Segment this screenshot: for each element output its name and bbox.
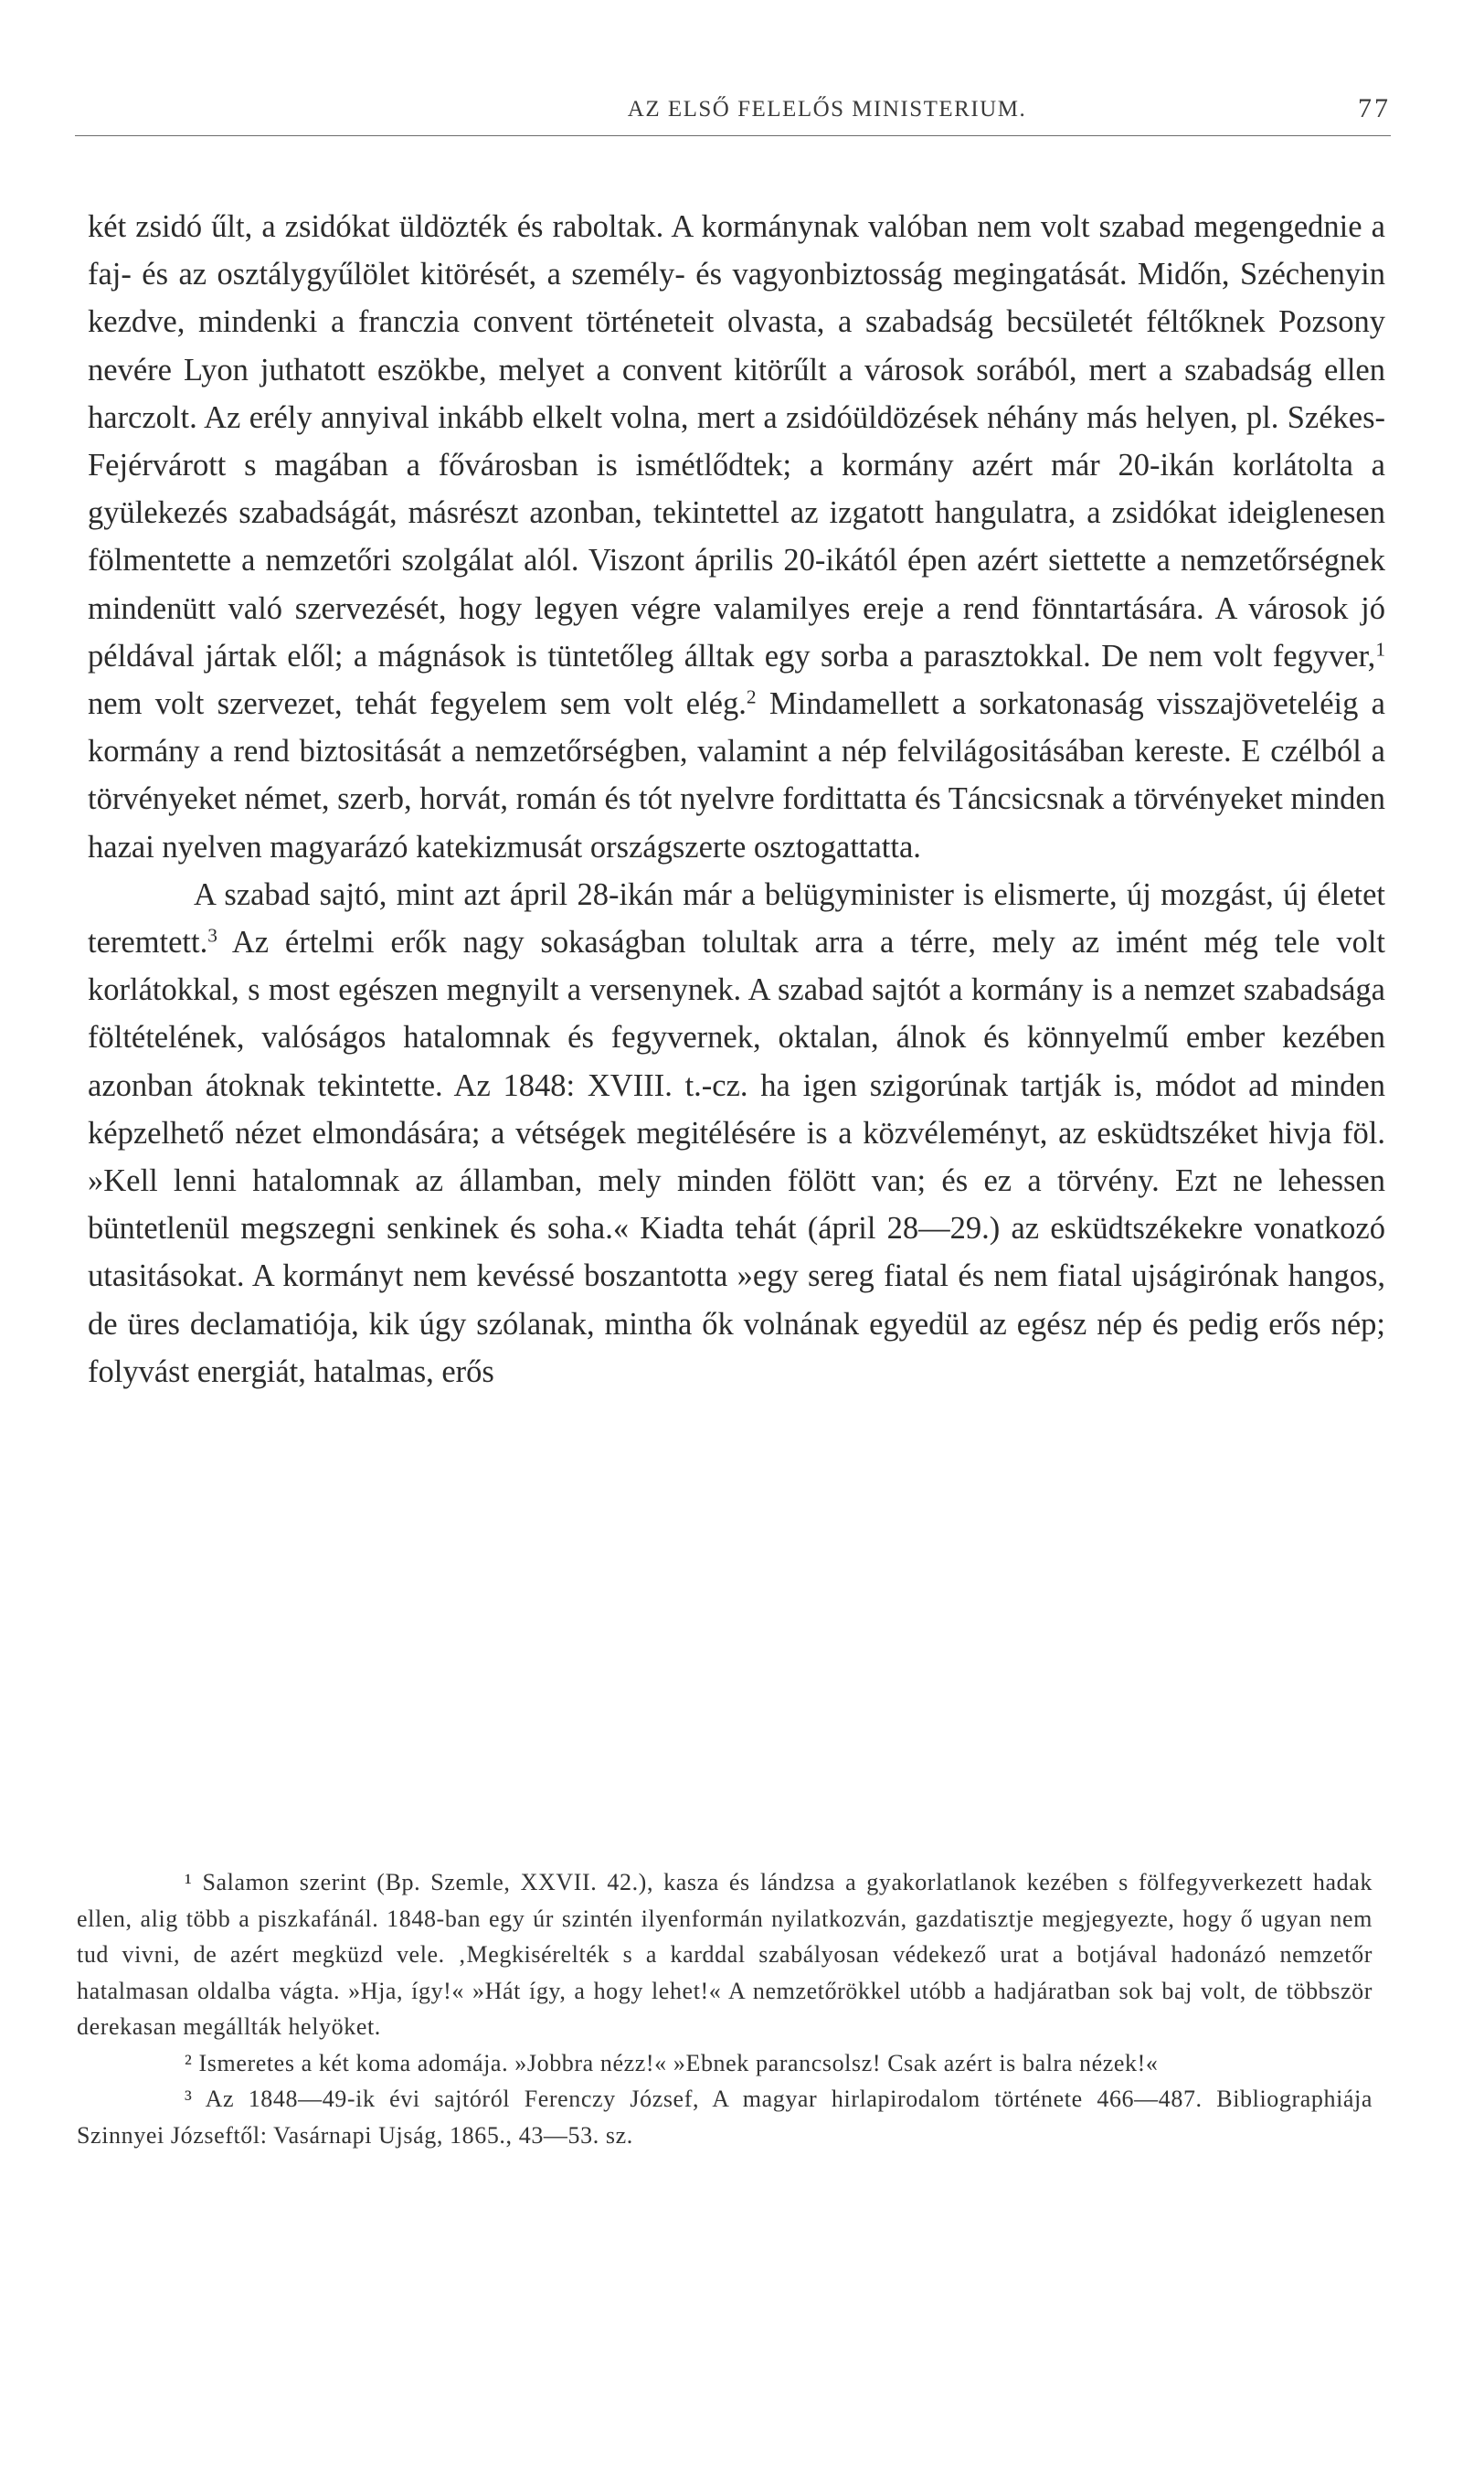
footnote-1 — [77, 1864, 1373, 2045]
running-title: AZ ELSŐ FELELŐS MINISTERIUM. — [627, 97, 1027, 122]
paragraph-2-text-a: A szabad sajtó, mint azt ápril 28-ikán már a belügyminister is elismerte, új mozgást, új életet teremtett. — [88, 876, 1385, 961]
footnote-1-text: Salamon szerint (Bp. Szemle, XXVII. 42.), kasza és lándzsa a gyakorlatlanok kezében s fölfegyverkezett hadak ellen, alig több a piszkafánál. 1848-ban egy úr szintén ilyenformán nyilatkozván, gazdatisztje megjegyezte, hogy ő ugyan nem tud vivni, de azért megküzd vele. ‚Megkisérelték s a karddal szabályosan védekező urat a botjával hadonázó nemzetőr hatalmasan oldalba vágta. »Hja, így!« »Hát így, a hogy lehet!« A nemzetőrökkel utóbb a hadjáratban sok baj volt, de többször derekasan megállták helyöket. — [77, 1869, 1373, 2040]
footnote-ref-2: 2 — [746, 685, 757, 708]
footnote-3 — [77, 2081, 1373, 2153]
paragraph-1-text-c: Mindamellett a sorkatonaság visszajöveteléig a kormány a rend biztositását a nemzetőrségben, valamint a nép felvilágositásában kereste. E czélból a törvényeket német, szerb, horvát, román és tót nyelvre fordittatta és Táncsicsnak a törvényeket minden hazai nyelven magyarázó katekizmusát országszerte osztogattatta. — [88, 686, 1385, 865]
page-number: 77 — [1358, 93, 1391, 123]
paragraph-1-text-a: két zsidó űlt, a zsidókat üldözték és raboltak. A kormánynak valóban nem volt szabad megengednie a faj- és az osztálygyűlölet kitörését, a személy- és vagyonbiztosság megingatását. Midőn, Széchenyin kezdve, mindenki a franczia convent történeteit olvasta, a szabadság becsületét féltőknek Pozsony nevére Lyon juthatott eszökbe, melyet a convent kitörűlt a városok sorából, mert a szabadság ellen harczolt. Az erély annyival inkább elkelt volna, mert a zsidóüldözések néhány más helyen, pl. Székes-Fejérvárott s magában a fővárosban is ismétlődtek; a kormány azért már 20-ikán korlátolta a gyülekezés szabadságát, másrészt azonban, tekintettel az izgatott hangulatra, a zsidókat ideiglenesen fölmentette a nemzetőri szolgálat alól. Viszont április 20-ikától épen azért siettette a nemzetőrségnek mindenütt való szervezését, hogy legyen végre valamilyes ereje a rend fönntartására. A városok jó példával jártak elől; a mágnások is tüntetőleg álltak egy sorba a parasztokkal. De nem volt fegyver, — [88, 209, 1385, 674]
footnote-3-mark: ³ — [185, 2086, 193, 2112]
footnote-2-text: Ismeretes a két koma adomája. »Jobbra nézz!« »Ebnek parancsolsz! Csak azért is balra nézek!« — [198, 2049, 1159, 2076]
footnotes — [77, 1864, 1373, 2153]
footnote-2-mark: ² — [185, 2049, 193, 2076]
footnote-2 — [77, 2045, 1373, 2082]
paragraph-1 — [88, 203, 1385, 871]
footnote-ref-3: 3 — [207, 924, 217, 947]
paragraph-2-text-b: Az értelmi erők nagy sokaságban tolultak arra a térre, mely az imént még tele volt korlátokkal, s most egészen megnyilt a versenynek. A szabad sajtót a kormány is a nemzet szabadsága föltételének, valóságos hatalomnak és fegyvernek, oktalan, álnok és könnyelmű ember kezében azonban átoknak tekintette. Az 1848: XVIII. t.-cz. ha igen szigorúnak tartják is, módot ad minden képzelhető nézet elmondására; a vétségek megitélésére is a közvéleményt, az esküdtszéket hivja föl. »Kell lenni hatalomnak az államban, mely minden fölött van; és ez a törvény. Ezt ne lehessen büntetlenül megszegni senkinek és soha.« Kiadta tehát (ápril 28—29.) az esküdtszékekre vonatkozó utasitásokat. A kormányt nem kevéssé boszantotta »egy sereg fiatal és nem fiatal ujságirónak hangos, de üres declamatiója, kik úgy szólanak, mintha ők volnának egyedül az egész nép és pedig erős nép; folyvást energiát, hatalmas, erős — [88, 925, 1385, 1389]
footnote-1-mark: ¹ — [185, 1869, 193, 1895]
main-text — [88, 203, 1385, 1396]
paragraph-2 — [88, 871, 1385, 1396]
page-header — [75, 90, 1391, 136]
paragraph-1-text-b: nem volt szervezet, tehát fegyelem sem volt elég. — [88, 686, 747, 722]
footnote-3-text: Az 1848—49-ik évi sajtóról Ferenczy József, A magyar hirlapirodalom története 466—487. Bibliographiája Szinnyei Józseftől: Vasárnapi Ujság, 1865., 43—53. sz. — [77, 2086, 1373, 2149]
footnote-ref-1: 1 — [1375, 638, 1385, 661]
